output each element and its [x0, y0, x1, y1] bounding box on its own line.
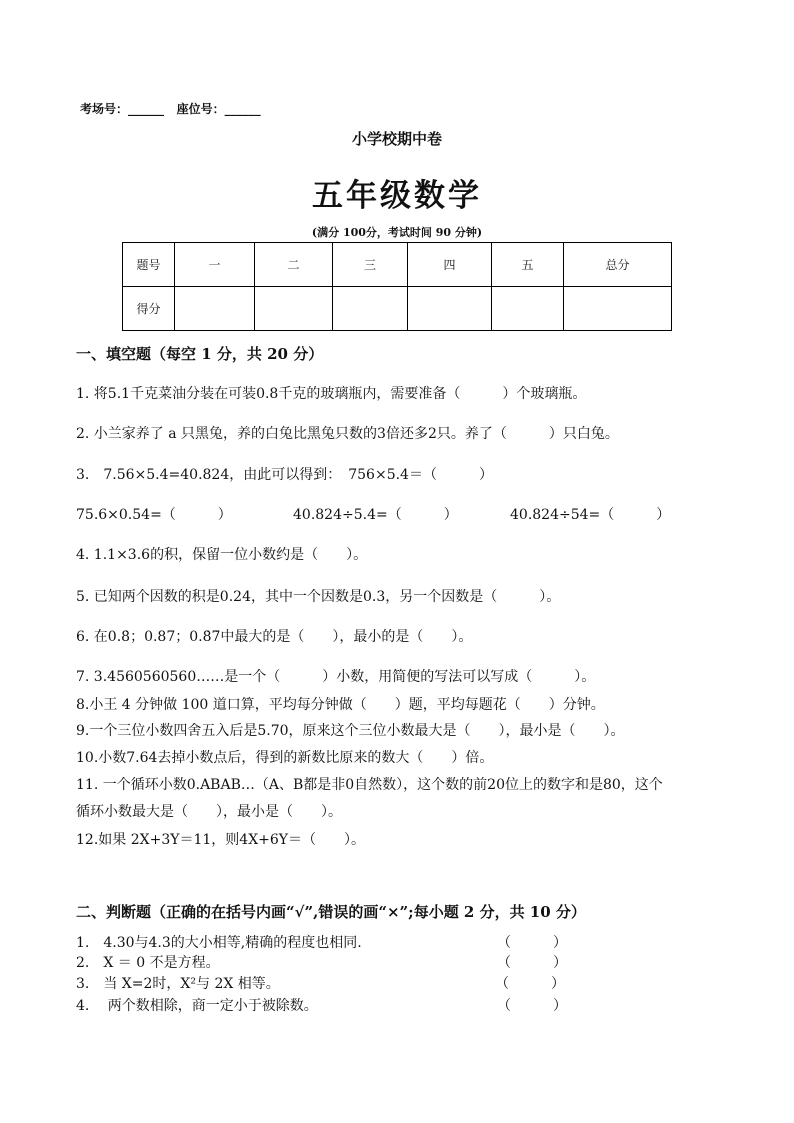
seat-blank[interactable]: ______ [224, 102, 261, 116]
question-item: 75.6×0.54=（ ） [76, 507, 232, 523]
judge-question: 3. 当 X=2时，X²与 2X 相等。 [76, 976, 280, 992]
score-table [122, 242, 672, 331]
score-table-header-row [123, 243, 672, 287]
score-cell[interactable] [175, 287, 255, 331]
score-header-cell: 三 [333, 243, 408, 287]
judge-question: 4. 两个数相除，商一定小于被除数。 [76, 998, 318, 1014]
question-item: 6. 在0.8̇；0.87；0.8̇7̇中最大的是（ ），最小的是（ ）。 [76, 629, 473, 645]
judge-question: 2. X ＝ 0 不是方程。 [76, 955, 220, 971]
exam-room-label: 考场号： [80, 102, 129, 116]
score-cell[interactable] [333, 287, 408, 331]
score-header-cell: 五 [492, 243, 564, 287]
judge-answer-bracket[interactable]: （ ） [497, 955, 567, 971]
section-2-heading: 二、判断题（正确的在括号内画“√”,错误的画“×”;每小题 2 分，共 10 分） [76, 903, 586, 921]
question-item: 4. 1.1×3.6的积，保留一位小数约是（ ）。 [76, 547, 368, 563]
exam-room-blank[interactable]: ______ [128, 102, 165, 116]
question-item: 3. 7.56×5.4=40.824，由此可以得到： 756×5.4＝（ ） [76, 467, 493, 483]
question-item: 40.824÷54=（ ） [510, 507, 671, 523]
judge-answer-bracket[interactable]: （ ） [497, 935, 567, 951]
question-item: 12.如果 2X+3Y＝11，则4X+6Y＝（ ）。 [76, 832, 366, 848]
score-row-label: 得分 [123, 287, 175, 331]
exam-note: (满分 100分，考试时间 90 分钟) [311, 226, 483, 239]
score-cell[interactable] [492, 287, 564, 331]
question-item: 9.一个三位小数四舍五入后是5.70，原来这个三位小数最大是（ ），最小是（ ）。 [76, 723, 625, 739]
score-table-score-row [123, 287, 672, 331]
paper-title: 五年级数学 [312, 178, 482, 214]
judge-answer-bracket[interactable]: （ ） [495, 976, 565, 992]
score-header-cell: 二 [255, 243, 333, 287]
score-cell[interactable] [408, 287, 492, 331]
question-item: 5. 已知两个因数的积是0.24，其中一个因数是0.3，另一个因数是（ ）。 [76, 589, 561, 605]
question-item: 2. 小兰家养了 a 只黑兔，养的白兔比黑兔只数的3倍还多2只。养了（ ）只白兔。 [76, 426, 619, 442]
question-item: 1. 将5.1千克菜油分装在可装0.8千克的玻璃瓶内，需要准备（ ）个玻璃瓶。 [76, 386, 587, 402]
score-cell[interactable] [564, 287, 672, 331]
exam-info-line [80, 100, 261, 117]
question-item: 11. 一个循环小数0.ABAB…（A、B都是非0自然数），这个数的前20位上的数字和是80，这个 [76, 777, 663, 793]
judge-answer-bracket[interactable]: （ ） [497, 998, 567, 1014]
judge-question: 1. 4.30与4.3的大小相等,精确的程度也相同. [76, 935, 362, 951]
question-item: 40.824÷5.4=（ ） [293, 507, 458, 523]
seat-label: 座位号： [176, 102, 225, 116]
score-header-cell: 一 [175, 243, 255, 287]
score-header-cell: 四 [408, 243, 492, 287]
score-cell[interactable] [255, 287, 333, 331]
question-item: 8.小王 4 分钟做 100 道口算，平均每分钟做（ ）题，平均每题花（ ）分钟。 [76, 697, 605, 713]
question-item: 10.小数7.64去掉小数点后，得到的新数比原来的数大（ ）倍。 [76, 750, 494, 766]
score-header-cell: 题号 [123, 243, 175, 287]
section-1-heading: 一、填空题（每空 1 分，共 20 分） [76, 345, 324, 363]
question-item: 7. 3.4560560560……是一个（ ）小数，用简便的写法可以写成（ ）。 [76, 669, 596, 685]
question-item: 循环小数最大是（ ），最小是（ ）。 [76, 804, 342, 820]
score-header-cell: 总分 [564, 243, 672, 287]
paper-subtitle: 小学校期中卷 [351, 130, 442, 148]
